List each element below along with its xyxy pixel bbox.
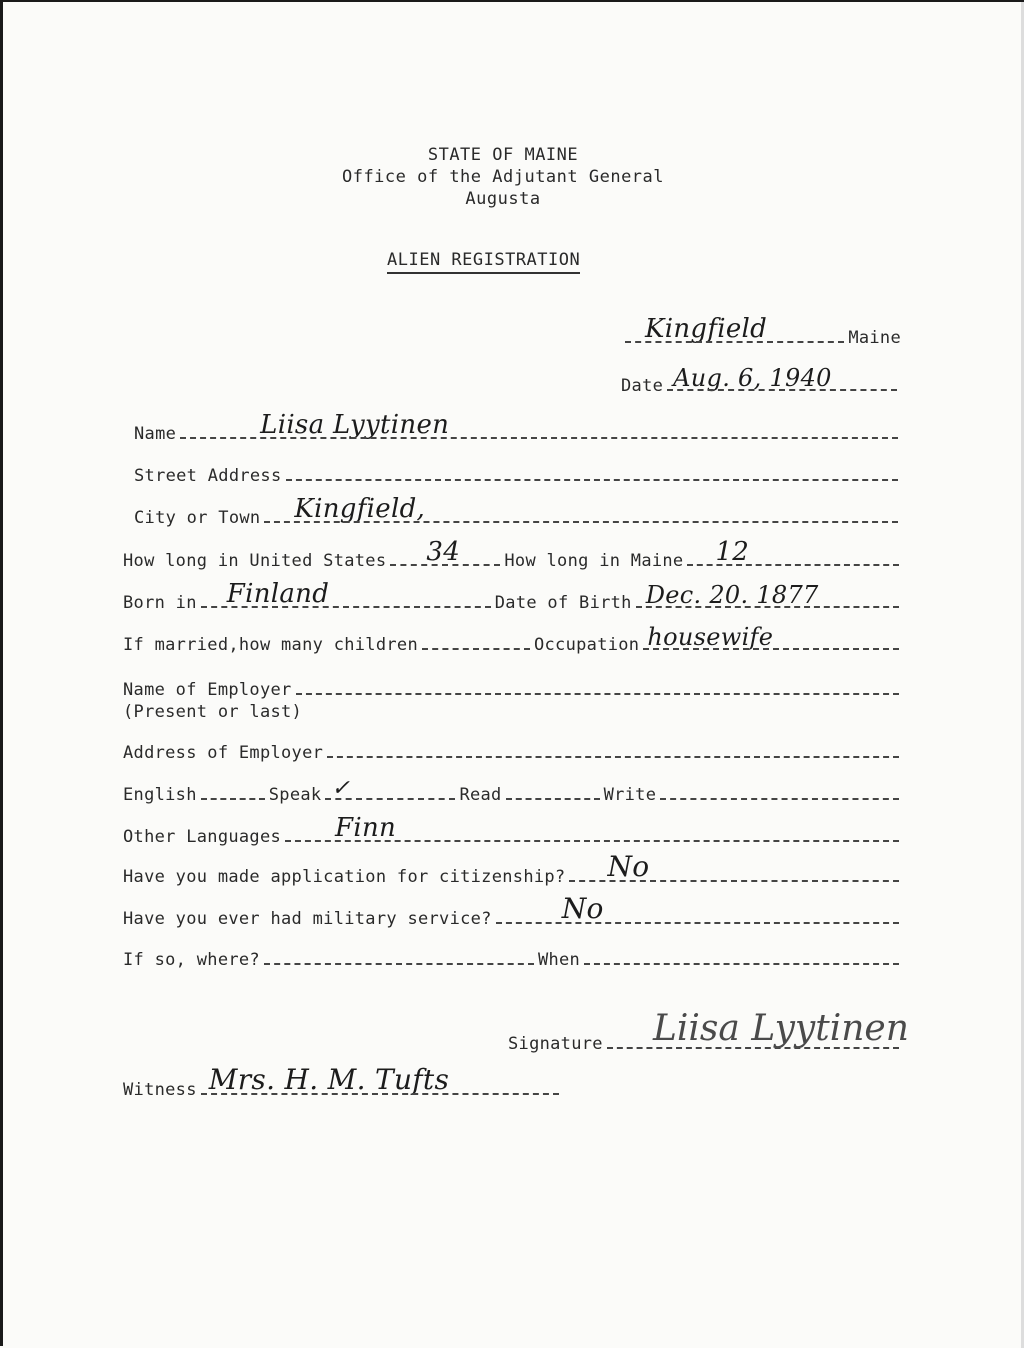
how-long-maine-value: 12 xyxy=(715,537,750,567)
dob-value: Dec. 20. 1877 xyxy=(645,581,819,609)
where-row xyxy=(123,950,903,970)
citizenship-value: No xyxy=(607,850,650,883)
languages-label: Other Languages xyxy=(123,827,282,847)
how-long-us-value: 34 xyxy=(426,537,461,567)
employer-label: Name of Employer xyxy=(123,680,292,700)
signature-value: Liisa Lyytinen xyxy=(653,1008,909,1049)
born-in-label: Born in xyxy=(123,593,197,613)
signature-label: Signature xyxy=(508,1034,603,1054)
header-city: Augusta xyxy=(465,189,541,209)
when-label: When xyxy=(537,950,581,970)
witness-value: Mrs. H. M. Tufts xyxy=(208,1063,450,1096)
witness-label: Witness xyxy=(123,1080,197,1100)
languages-row xyxy=(123,813,903,847)
city-row xyxy=(134,494,902,528)
employer-row xyxy=(123,680,903,700)
street-row xyxy=(134,466,902,486)
children-row xyxy=(123,623,903,655)
military-value: No xyxy=(561,892,604,925)
military-row xyxy=(123,892,903,929)
employer-sublabel: (Present or last) xyxy=(123,702,303,722)
birth-row xyxy=(123,579,903,613)
occupation-label: Occupation xyxy=(533,635,640,655)
citizenship-label: Have you made application for citizenship? xyxy=(123,867,566,887)
speak-label: Speak xyxy=(268,785,322,805)
where-label: If so, where? xyxy=(123,950,260,970)
read-label: Read xyxy=(459,785,502,805)
residence-row xyxy=(123,537,903,571)
place-row xyxy=(621,314,901,348)
occupation-value: housewife xyxy=(647,623,774,651)
date-row xyxy=(621,364,901,396)
speak-value: ✓ xyxy=(331,776,351,801)
town-value: Kingfield xyxy=(645,314,768,344)
city-value: Kingfield, xyxy=(294,494,426,524)
children-label: If married,how many children xyxy=(123,635,418,655)
name-label: Name xyxy=(134,424,177,444)
name-row xyxy=(134,410,902,444)
languages-value: Finn xyxy=(335,813,397,843)
header-office: Office of the Adjutant General xyxy=(341,167,665,187)
write-label: Write xyxy=(603,785,657,805)
dob-label: Date of Birth xyxy=(494,593,632,613)
english-row xyxy=(123,776,903,805)
military-label: Have you ever had military service? xyxy=(123,909,492,929)
street-label: Street Address xyxy=(134,466,282,486)
employer-address-row xyxy=(123,743,903,763)
date-label: Date xyxy=(621,376,664,396)
citizenship-row xyxy=(123,850,903,887)
employer-sublabel-row xyxy=(123,702,302,722)
city-label: City or Town xyxy=(134,508,261,528)
how-long-us-label: How long in United States xyxy=(123,551,387,571)
born-in-value: Finland xyxy=(226,579,330,609)
english-label: English xyxy=(123,785,197,805)
employer-address-label: Address of Employer xyxy=(123,743,324,763)
witness-row xyxy=(123,1063,563,1100)
form-title: ALIEN REGISTRATION xyxy=(387,250,580,274)
header-state: STATE OF MAINE xyxy=(427,145,579,165)
name-value: Liisa Lyytinen xyxy=(260,410,450,440)
date-value: Aug. 6, 1940 xyxy=(673,364,832,392)
state-label: Maine xyxy=(848,328,901,348)
how-long-maine-label: How long in Maine xyxy=(504,551,684,571)
